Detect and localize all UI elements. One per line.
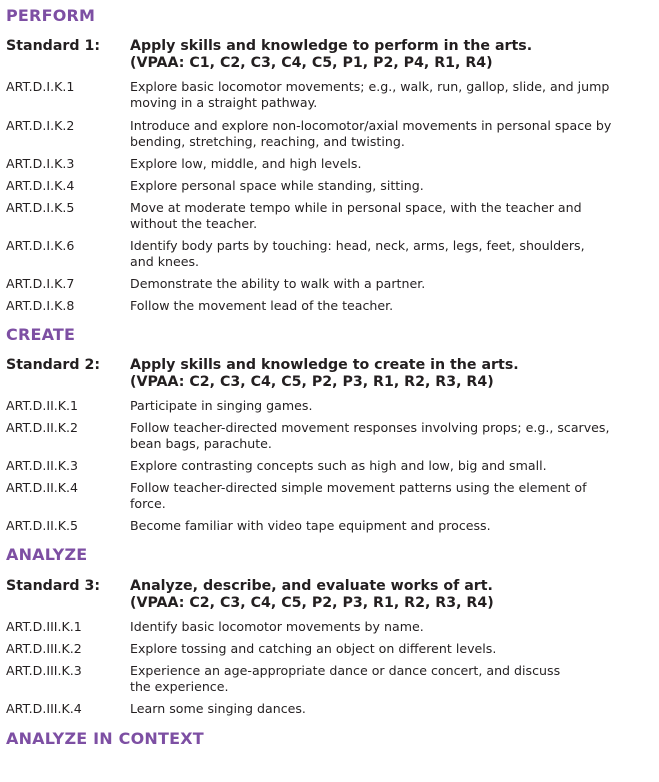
item-text [130,398,652,414]
item-line: Explore tossing and catching an object on different levels. [130,641,497,656]
item-code: ART.D.I.K.6 [6,238,75,253]
item-line: bean bags, parachute. [130,436,272,451]
item-line: Follow teacher-directed simple movement patterns using the element of [130,480,587,495]
section-heading-create: CREATE [6,325,76,344]
item-code: ART.D.I.K.5 [6,200,75,215]
item-line: Become familiar with video tape equipment and process. [130,518,491,533]
item-code: ART.D.III.K.1 [6,619,82,634]
item-text [130,298,652,314]
item-line: and knees. [130,254,200,269]
standard-title: Apply skills and knowledge to create in the arts. [130,357,519,373]
item-text [130,663,652,695]
section-heading-perform: PERFORM [6,6,96,25]
standard-vpaa: (VPAA: C1, C2, C3, C4, C5, P1, P2, P4, R1, R4) [130,55,493,71]
item-text [130,701,652,717]
item-text [130,118,652,150]
standard-label: Standard 1: [6,38,101,54]
item-text [130,200,652,232]
item-text [130,480,652,512]
item-code: ART.D.I.K.7 [6,276,75,291]
item-code: ART.D.I.K.8 [6,298,75,313]
item-line: Participate in singing games. [130,398,313,413]
item-text [130,458,652,474]
item-code: ART.D.III.K.2 [6,641,82,656]
item-code: ART.D.II.K.2 [6,420,79,435]
item-line: Follow teacher-directed movement responses involving props; e.g., scarves, [130,420,610,435]
item-text [130,420,652,452]
standard-title: Apply skills and knowledge to perform in the arts. [130,38,533,54]
item-code: ART.D.III.K.4 [6,701,82,716]
item-line: Explore contrasting concepts such as high and low, big and small. [130,458,547,473]
item-code: ART.D.II.K.3 [6,458,79,473]
item-line: the experience. [130,679,229,694]
item-code: ART.D.I.K.1 [6,79,75,94]
section-heading-analyze: ANALYZE [6,545,88,564]
item-line: moving in a straight pathway. [130,95,318,110]
item-line: Follow the movement lead of the teacher. [130,298,394,313]
item-code: ART.D.I.K.3 [6,156,75,171]
item-line: Introduce and explore non-locomotor/axial movements in personal space by [130,118,612,133]
item-line: Move at moderate tempo while in personal space, with the teacher and [130,200,582,215]
item-line: without the teacher. [130,216,258,231]
item-line: Identify basic locomotor movements by name. [130,619,424,634]
standard-title: Analyze, describe, and evaluate works of art. [130,578,493,594]
item-text [130,641,652,657]
item-text [130,178,652,194]
standard-description [130,357,650,391]
item-code: ART.D.II.K.5 [6,518,79,533]
item-text [130,238,652,270]
item-text [130,156,652,172]
item-text [130,518,652,534]
item-line: Demonstrate the ability to walk with a partner. [130,276,426,291]
item-line: Explore personal space while standing, sitting. [130,178,424,193]
standard-label: Standard 3: [6,578,101,594]
standard-description [130,38,650,72]
item-line: Explore basic locomotor movements; e.g., walk, run, gallop, slide, and jump [130,79,610,94]
standard-vpaa: (VPAA: C2, C3, C4, C5, P2, P3, R1, R2, R3, R4) [130,595,494,611]
item-code: ART.D.III.K.3 [6,663,82,678]
standard-description [130,578,650,612]
item-text [130,619,652,635]
item-line: bending, stretching, reaching, and twisting. [130,134,405,149]
item-text [130,79,652,111]
item-code: ART.D.II.K.1 [6,398,79,413]
section-heading-analyze-in-context: ANALYZE IN CONTEXT [6,729,204,748]
item-line: Learn some singing dances. [130,701,306,716]
item-line: Explore low, middle, and high levels. [130,156,362,171]
item-code: ART.D.I.K.2 [6,118,75,133]
standard-label: Standard 2: [6,357,101,373]
item-line: Experience an age-appropriate dance or dance concert, and discuss [130,663,561,678]
item-line: Identify body parts by touching: head, neck, arms, legs, feet, shoulders, [130,238,585,253]
standard-vpaa: (VPAA: C2, C3, C4, C5, P2, P3, R1, R2, R3, R4) [130,374,494,390]
item-line: force. [130,496,166,511]
item-code: ART.D.I.K.4 [6,178,75,193]
item-code: ART.D.II.K.4 [6,480,79,495]
item-text [130,276,652,292]
